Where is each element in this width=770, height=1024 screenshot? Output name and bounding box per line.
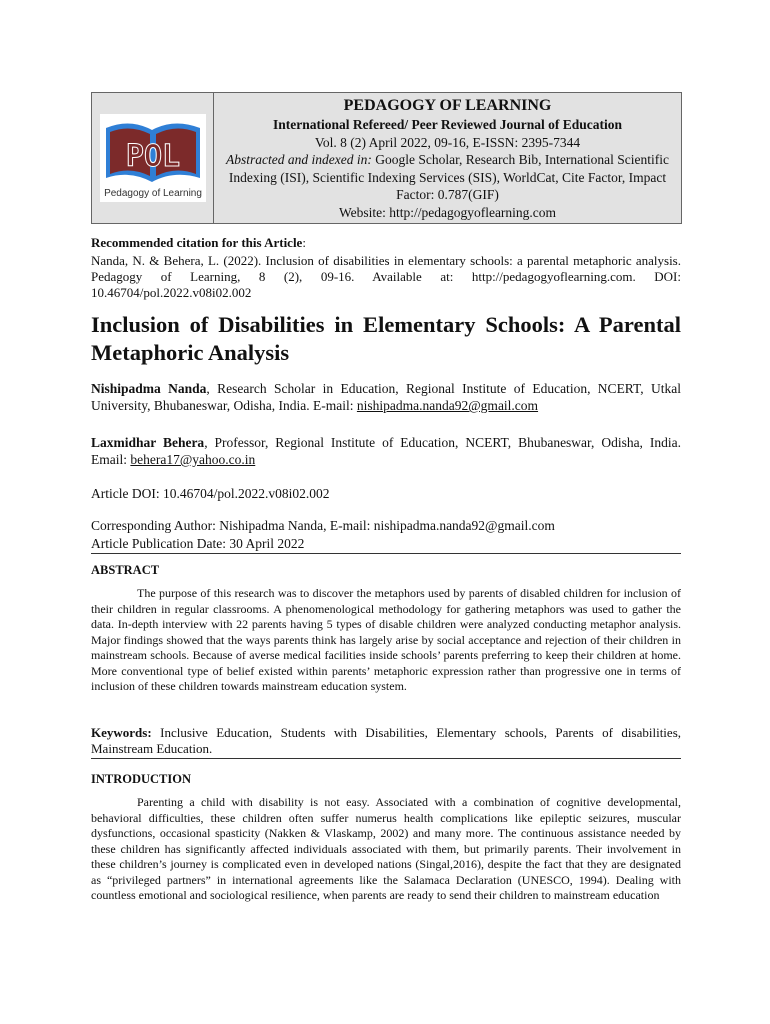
keywords bbox=[91, 725, 681, 757]
author-affiliation: , Research Scholar in Education, Regional Institute of Education, NCERT, Utkal University, Bhubaneswar, Odisha, India. E-mail: bbox=[91, 381, 681, 413]
article-doi: Article DOI: 10.46704/pol.2022.v08i02.002 bbox=[91, 486, 330, 501]
logo-cell bbox=[92, 93, 214, 223]
journal-subtitle: International Refereed/ Peer Reviewed Journal of Education bbox=[273, 117, 622, 132]
divider bbox=[91, 758, 681, 759]
publication-date: Article Publication Date: 30 April 2022 bbox=[91, 536, 305, 551]
journal-logo bbox=[100, 114, 206, 202]
intro-heading: INTRODUCTION bbox=[91, 772, 192, 786]
article-title: Inclusion of Disabilities in Elementary Schools: A Parental Metaphoric Analysis bbox=[91, 312, 681, 365]
journal-header bbox=[91, 92, 682, 224]
author-email-link[interactable]: behera17@yahoo.co.in bbox=[130, 452, 256, 467]
author-affiliation: , Professor, Regional Institute of Education, NCERT, Bhubaneswar, Odisha, India. Email: bbox=[91, 435, 681, 467]
citation-heading: Recommended citation for this Article bbox=[91, 235, 303, 250]
abstract-heading: ABSTRACT bbox=[91, 563, 160, 577]
author-email-link[interactable]: nishipadma.nanda92@gmail.com bbox=[356, 398, 539, 413]
article-title-wrap bbox=[91, 311, 681, 367]
corresponding-author: Corresponding Author: Nishipadma Nanda, E-mail: nishipadma.nanda92@gmail.com bbox=[91, 518, 555, 533]
indexed-label: Abstracted and indexed in: bbox=[226, 152, 372, 167]
divider bbox=[91, 553, 681, 554]
journal-name: PEDAGOGY OF LEARNING bbox=[343, 97, 552, 114]
keywords-text: Inclusive Education, Students with Disabilities, Elementary schools, Parents of disabilities, Mainstream Education. bbox=[91, 725, 681, 756]
author-2 bbox=[91, 434, 681, 468]
svg-text:Pedagogy of Learning: Pedagogy of Learning bbox=[103, 188, 202, 199]
author-name: Laxmidhar Behera bbox=[91, 435, 205, 450]
journal-indexing bbox=[214, 151, 681, 204]
journal-volume: Vol. 8 (2) April 2022, 09-16, E-ISSN: 2395-7344 bbox=[314, 134, 581, 150]
journal-website[interactable]: Website: http://pedagogyoflearning.com bbox=[338, 204, 557, 220]
svg-text:POL: POL bbox=[125, 139, 180, 174]
citation-block: Recommended citation for this Article: Nanda, N. & Behera, L. (2022). Inclusion of disabilities in elementary schools: a parental metaphoric analysis. Pedagogy of Learning, 8 (2), 09-16. Available at: http://pedagogyoflearning.com. DOI: 10.46704/pol.2022.v08i02.002 bbox=[91, 235, 681, 300]
corresponding-block bbox=[91, 517, 681, 553]
author-name: Nishipadma Nanda bbox=[91, 381, 207, 396]
citation-text: Nanda, N. & Behera, L. (2022). Inclusion of disabilities in elementary schools: a parental metaphoric analysis. Pedagogy of Learning, 8 (2), 09-16. Available at: http://pedagogyoflearning.com. DOI: 10.46704/pol.2022.v08i02.002 bbox=[91, 253, 681, 300]
journal-info bbox=[214, 93, 681, 223]
abstract-text: The purpose of this research was to discover the metaphors used by parents of disabled children for inclusion of their children in regular classrooms. A phenomenological methodology for gathering metaphors was used to gather the data. In-depth interview with 22 parents having 5 types of disable children were analyzed conducting metaphor analysis. Major findings showed that the ways parents think has largely arise by social acceptance and rejection of their children in mainstream schools. Because of averse medical facilities inside schools’ parents preferring to keep their children at home. More conventional type of belief existed within parents’ metaphoric expression rather than progressive one in terms of inclusion of these children towards mainstream education system. bbox=[91, 586, 681, 693]
indexed-list: Google Scholar, Research Bib, International Scientific Indexing (ISI), Scientific Indexing Services (SIS), WorldCat, Cite Factor, Impact Factor: 0.787(GIF) bbox=[228, 152, 669, 202]
intro-text: Parenting a child with disability is not easy. Associated with a combination of cognitive developmental, behavioral difficulties, these children often suffer numerus health complications like epileptic seizures, muscular dysfunctions, occasional spasticity (Nakken & Vlaskamp, 2002) and many more. The continuous assistance needed by these children has significantly affected individuals associated with them, but primarily parents. Their involvement in these children’s journey is complicated even in developed nations (Singal,2016), despite the fact that they are designated as “privileged partners” in international agreements like the Salamaca Declaration (UNESCO, 1994). Dealing with countless emotional and sociological resilience, when parents are ready to send their children to mainstream education bbox=[91, 795, 681, 902]
keywords-label: Keywords: bbox=[91, 725, 152, 740]
author-1 bbox=[91, 380, 681, 414]
